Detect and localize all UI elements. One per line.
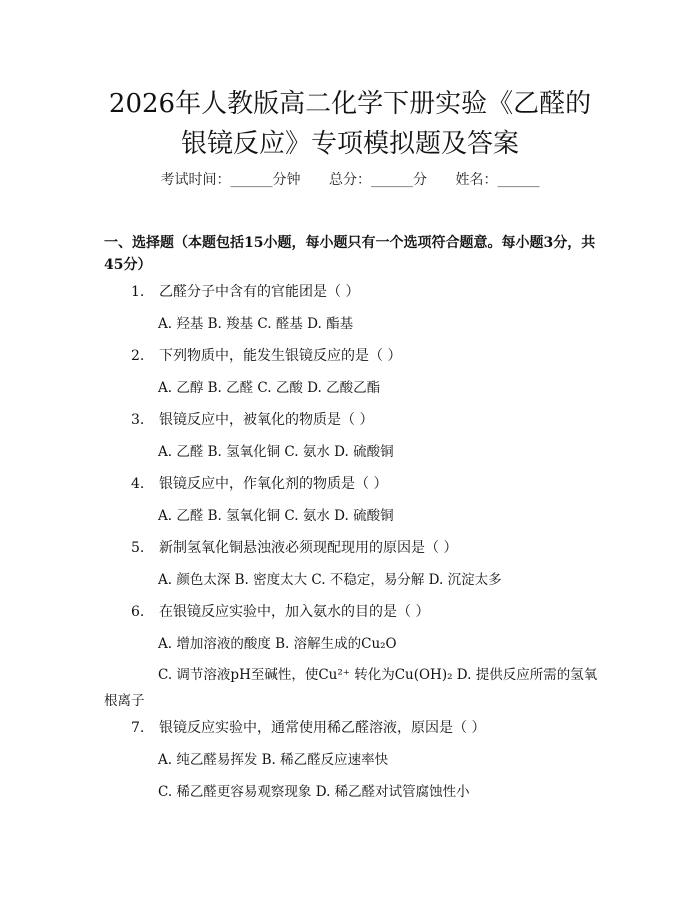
total-score-field: 总分：______分 [329,172,427,188]
exam-meta [0,170,700,190]
question-text: 乙醛分子中含有的官能团是（ ） [159,284,360,300]
name-field: 姓名：______ [455,172,540,188]
question-7 [131,718,485,738]
question-3-options: A. 乙醛 B. 氢氧化铜 C. 氨水 D. 硫酸铜 [158,444,394,460]
question-number: 3. [131,412,145,428]
question-1 [131,282,359,302]
question-number: 2. [131,348,145,364]
question-number: 6. [131,604,145,620]
question-text: 下列物质中，能发生银镜反应的是（ ） [159,348,402,364]
question-4 [131,474,387,494]
question-number: 1. [131,284,145,300]
question-text: 银镜反应实验中，通常使用稀乙醛溶液，原因是（ ） [159,720,486,736]
question-5 [131,538,457,558]
exam-time-field: 考试时间：______分钟 [160,172,301,188]
question-6-options-line-2: C. 调节溶液pH至碱性，使Cu²⁺ 转化为Cu(OH)₂ D. 提供反应所需的氢氧根离子 [104,667,598,709]
question-5-options: A. 颜色太深 B. 密度太大 C. 不稳定，易分解 D. 沉淀太多 [158,572,502,588]
section-heading: 一、选择题（本题包括15小题，每小题只有一个选项符合题意。每小题3分，共45分） [104,235,596,273]
question-7-options-line-1: A. 纯乙醛易挥发 B. 稀乙醛反应速率快 [158,752,389,768]
question-1-options: A. 羟基 B. 羧基 C. 醛基 D. 酯基 [158,316,354,332]
question-text: 银镜反应中，被氧化的物质是（ ） [159,412,374,428]
document-title: 2026年人教版高二化学下册实验《乙醛的银镜反应》专项模拟题及答案 [108,89,592,159]
question-number: 4. [131,476,145,492]
question-text: 银镜反应中，作氧化剂的物质是（ ） [159,476,388,492]
question-4-options: A. 乙醛 B. 氢氧化铜 C. 氨水 D. 硫酸铜 [158,508,394,524]
question-text: 新制氢氧化铜悬浊液必须现配现用的原因是（ ） [159,540,458,556]
question-3 [131,410,373,430]
question-number: 7. [131,720,145,736]
question-6-options-line-1: A. 增加溶液的酸度 B. 溶解生成的Cu₂O [158,636,397,652]
question-number: 5. [131,540,145,556]
question-7-options-line-2: C. 稀乙醛更容易观察现象 D. 稀乙醛对试管腐蚀性小 [158,784,470,800]
question-6 [131,602,429,622]
question-text: 在银镜反应实验中，加入氨水的目的是（ ） [159,604,430,620]
question-2-options: A. 乙醇 B. 乙醛 C. 乙酸 D. 乙酸乙酯 [158,380,381,396]
question-2 [131,346,401,366]
